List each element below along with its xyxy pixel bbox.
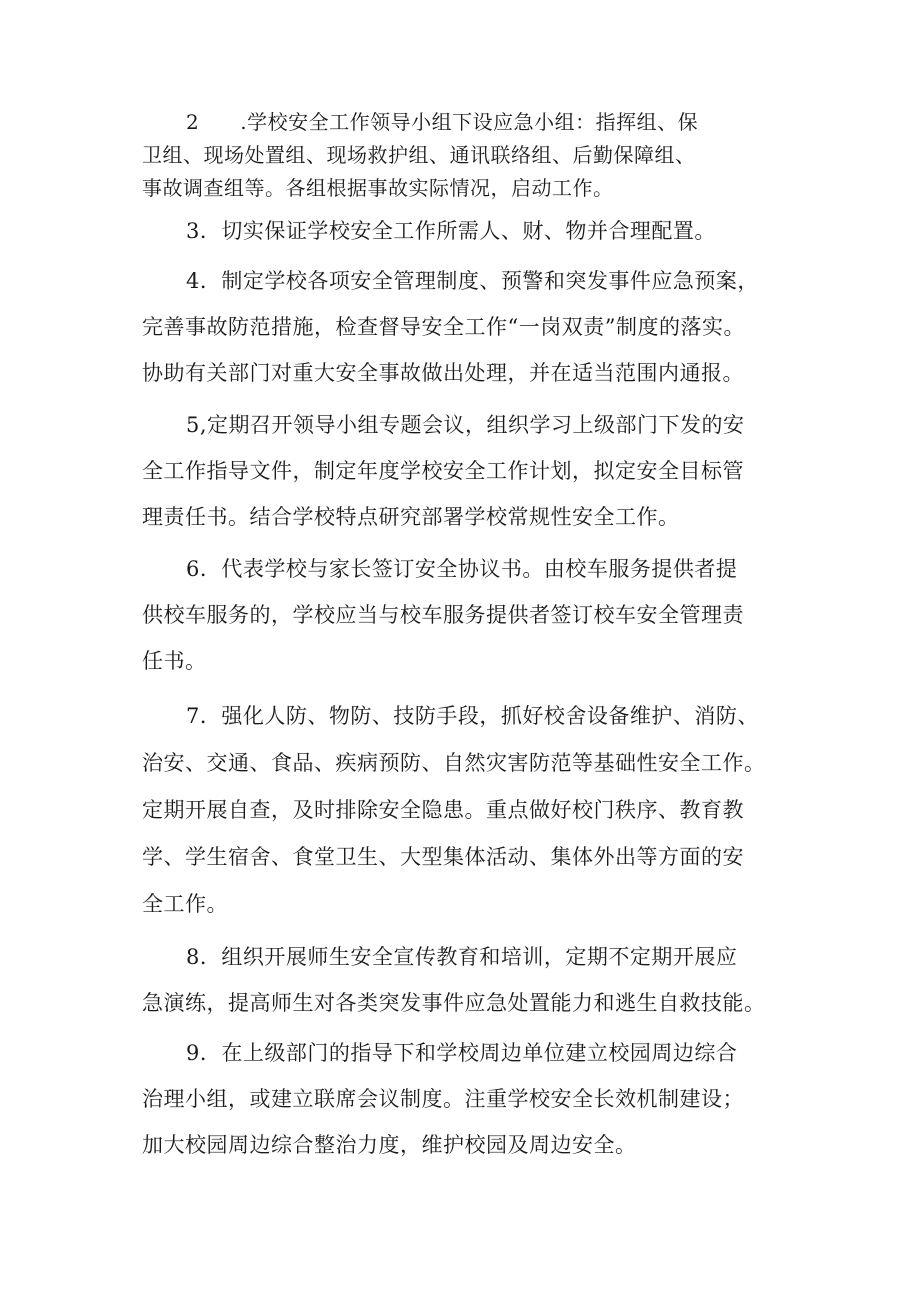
text-line: 加大校园周边综合整治力度，维护校园及周边安全。: [142, 1133, 637, 1157]
text-line: 全工作指导文件，制定年度学校安全工作计划，拟定安全目标管: [142, 459, 744, 483]
text-line: 任书。: [142, 649, 207, 673]
text-line: 2 .学校安全工作领导小组下设应急小组：指挥组、保: [186, 110, 699, 134]
text-line: 4．制定学校各项安全管理制度、预警和突发事件应急预案，: [186, 269, 759, 293]
paragraph-6: [142, 546, 794, 684]
text-line: 8．组织开展师生安全宣传教育和培训，定期不定期开展应: [186, 945, 738, 969]
text-line: 供校车服务的，学校应当与校车服务提供者签订校车安全管理责: [142, 603, 744, 627]
paragraph-2: [142, 106, 794, 205]
paragraph-9: [142, 1030, 794, 1168]
paragraph-5: [142, 402, 794, 540]
text-line: 9．在上级部门的指导下和学校周边单位建立校园周边综合: [186, 1041, 738, 1065]
text-line: 事故调查组等。各组根据事故实际情况，启动工作。: [142, 176, 614, 200]
paragraph-4: [142, 258, 794, 396]
paragraph-7: [142, 693, 794, 928]
text-line: 学、学生宿舍、食堂卫生、大型集体活动、集体外出等方面的安: [142, 845, 744, 869]
text-line: 5,定期召开领导小组专题会议，组织学习上级部门下发的安: [186, 413, 745, 437]
text-line: 治安、交通、食品、疾病预防、自然灾害防范等基础性安全工作。: [142, 751, 766, 775]
text-line: 3．切实保证学校安全工作所需人、财、物并合理配置。: [186, 219, 716, 243]
paragraph-8: [142, 934, 794, 1026]
text-line: 完善事故防范措施，检查督导安全工作“一岗双责”制度的落实。: [142, 315, 745, 339]
text-line: 卫组、现场处置组、现场救护组、通讯联络组、后勤保障组、: [142, 143, 696, 167]
text-line: 6．代表学校与家长签订安全协议书。由校车服务提供者提: [186, 557, 738, 581]
text-line: 协助有关部门对重大安全事故做出处理，并在适当范围内通报。: [142, 361, 744, 385]
text-line: 急演练，提高师生对各类突发事件应急处置能力和逃生自救技能。: [142, 991, 766, 1015]
text-line: 全工作。: [142, 892, 228, 916]
paragraph-3: [142, 208, 794, 254]
text-line: 定期开展自查，及时排除安全隐患。重点做好校门秩序、教育教: [142, 798, 744, 822]
text-line: 7．强化人防、物防、技防手段，抓好校舍设备维护、消防、: [186, 704, 759, 728]
text-line: 理责任书。结合学校特点研究部署学校常规性安全工作。: [142, 505, 680, 529]
text-line: 治理小组，或建立联席会议制度。注重学校安全长效机制建设；: [142, 1087, 744, 1111]
